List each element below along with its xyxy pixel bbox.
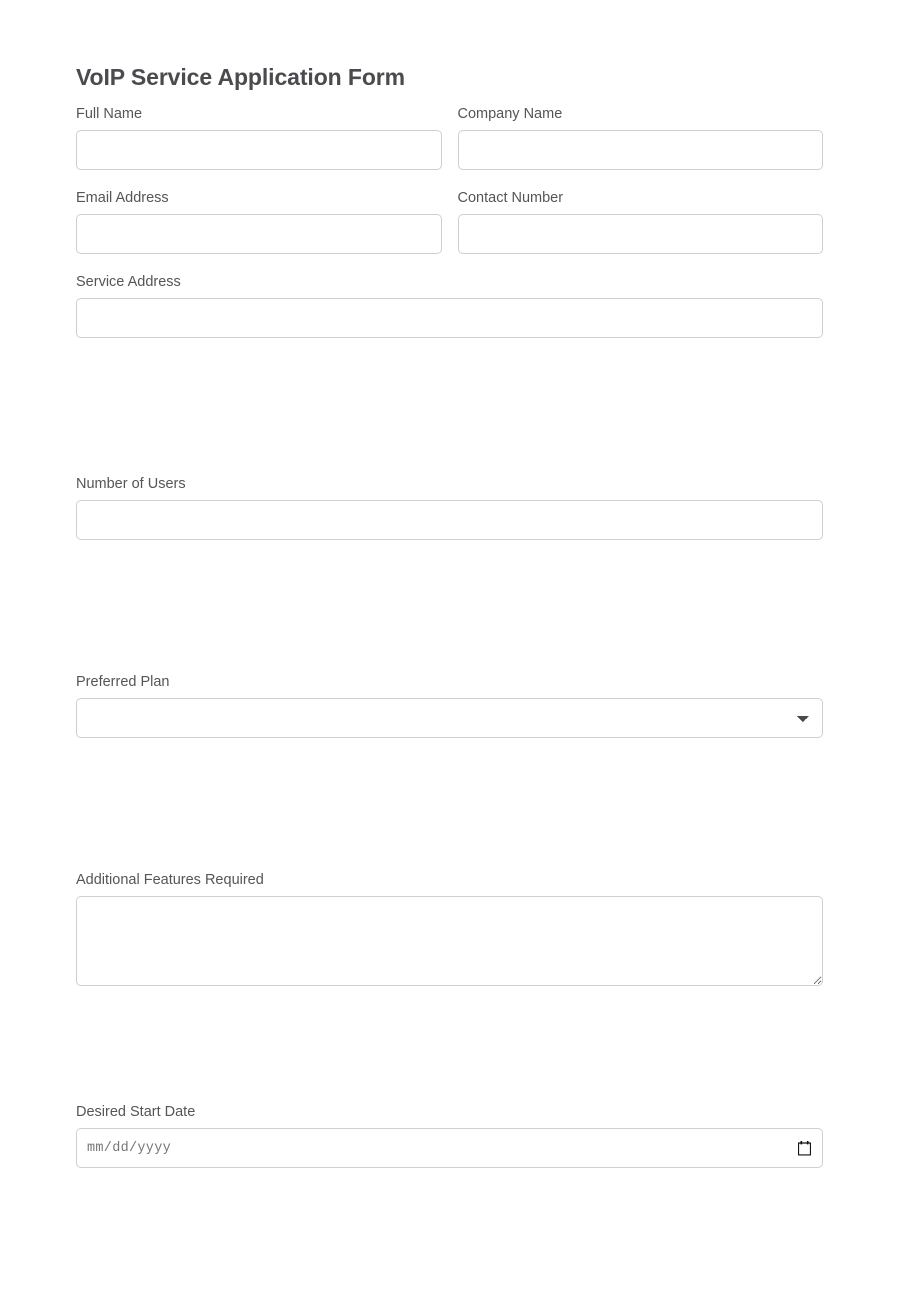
field-desired-start-date [76, 1102, 823, 1168]
additional-features-textarea[interactable] [76, 896, 823, 986]
form-row-name [76, 104, 823, 170]
spacer [76, 170, 823, 188]
spacer [76, 738, 823, 870]
spacer [76, 254, 823, 272]
date-placeholder-text: mm/dd/yyyy [87, 1140, 172, 1156]
desired-start-date-label: Desired Start Date [76, 1104, 196, 1120]
spacer [76, 540, 823, 672]
preferred-plan-label: Preferred Plan [76, 674, 170, 690]
email-address-label: Email Address [76, 190, 169, 206]
contact-number-label: Contact Number [457, 190, 564, 206]
number-of-users-label: Number of Users [76, 476, 186, 492]
field-service-address [76, 272, 823, 338]
number-of-users-input[interactable] [76, 500, 823, 540]
service-address-label: Service Address [76, 274, 181, 290]
field-number-of-users [76, 474, 823, 540]
email-field[interactable] [76, 214, 442, 254]
preferred-plan-select[interactable] [76, 698, 823, 738]
field-preferred-plan [76, 672, 823, 738]
spacer [76, 94, 823, 104]
spacer [76, 338, 823, 474]
application-form [76, 60, 823, 1168]
field-company-name [458, 104, 824, 170]
field-contact-number [458, 188, 824, 254]
company-name-label: Company Name [457, 106, 563, 122]
full-name-input[interactable] [76, 130, 442, 170]
full-name-label: Full Name [76, 106, 143, 122]
company-name-input[interactable] [458, 130, 824, 170]
spacer [76, 986, 823, 1102]
calendar-icon[interactable] [798, 1141, 811, 1156]
additional-features-label: Additional Features Required [76, 872, 264, 888]
field-email-address [76, 188, 442, 254]
field-full-name [76, 104, 442, 170]
form-row-contact [76, 188, 823, 254]
contact-number-input[interactable] [458, 214, 824, 254]
field-additional-features [76, 870, 823, 986]
desired-start-date-input[interactable] [76, 1128, 823, 1168]
page-title: VoIP Service Application Form [76, 64, 405, 90]
service-address-input[interactable] [76, 298, 823, 338]
